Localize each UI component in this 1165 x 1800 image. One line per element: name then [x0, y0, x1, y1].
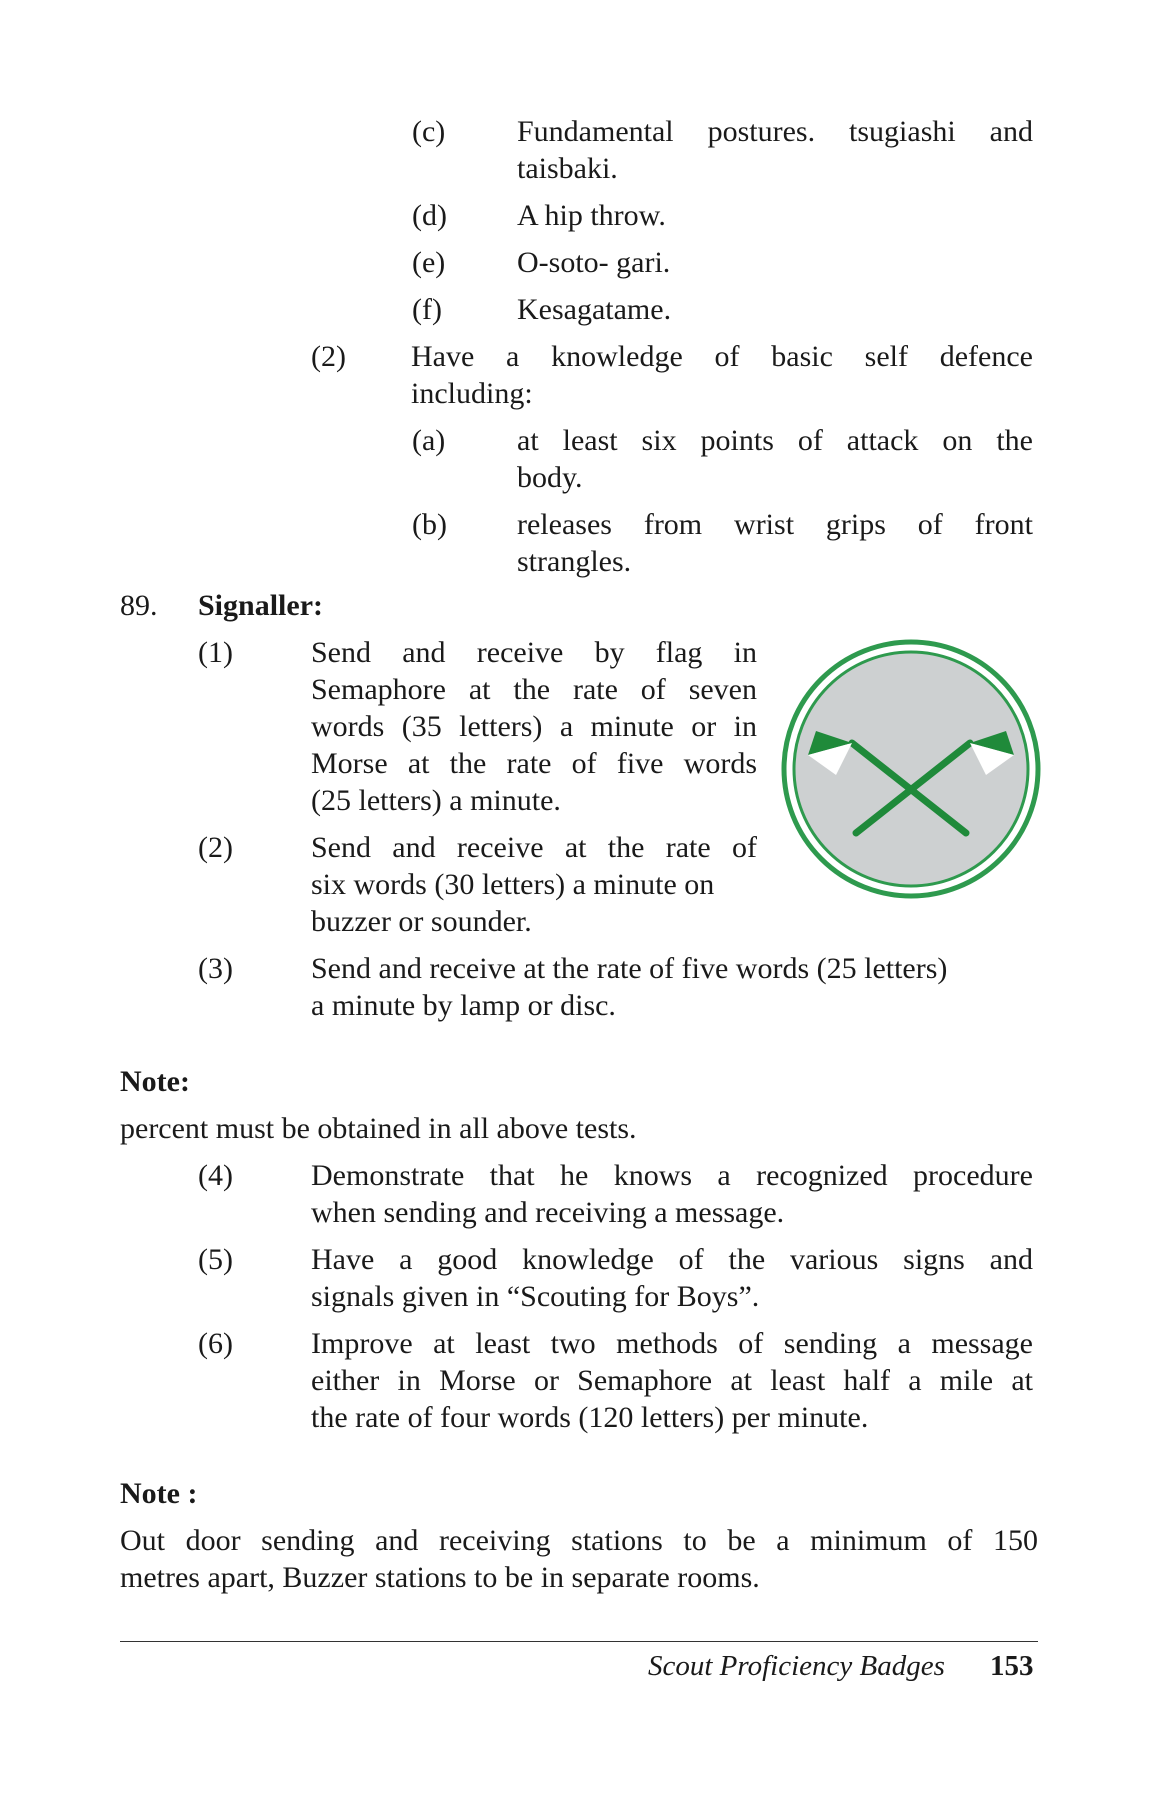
item-6-line-2: either in Morse or Semaphore at least half a mile at: [311, 1364, 1033, 1397]
item-f-text: Kesagatame.: [517, 293, 672, 326]
signaller-label-1: (1): [198, 636, 233, 669]
note-heading-1: Note:: [120, 1065, 190, 1098]
item-4-line-1: Demonstrate that he knows a recognized procedure: [311, 1159, 1033, 1192]
item-label-4: (4): [198, 1159, 233, 1192]
item-5-line-2: signals given in “Scouting for Boys”.: [311, 1280, 760, 1313]
note-text-2-line-1: Out door sending and receiving stations to be a minimum of 150: [120, 1524, 1038, 1557]
item-label-2-defence: (2): [311, 340, 346, 373]
item-4-line-2: when sending and receiving a message.: [311, 1196, 785, 1229]
item-b-line-1: releases from wrist grips of front: [517, 508, 1033, 541]
signaller-1-line-3: words (35 letters) a minute or in: [311, 710, 757, 743]
item-label-d: (d): [412, 199, 447, 232]
signaller-1-line-4: Morse at the rate of five words: [311, 747, 757, 780]
item-6-line-3: the rate of four words (120 letters) per minute.: [311, 1401, 869, 1434]
signaller-3-line-2: a minute by lamp or disc.: [311, 989, 616, 1022]
item-b-line-2: strangles.: [517, 545, 632, 578]
item-c-line-2: taisbaki.: [517, 152, 618, 185]
self-defence-line-1: Have a knowledge of basic self defence: [411, 340, 1033, 373]
item-label-a: (a): [412, 424, 446, 457]
signaller-2-line-2: six words (30 letters) a minute on: [311, 868, 715, 901]
signaller-2-line-3: buzzer or sounder.: [311, 905, 532, 938]
item-d-text: A hip throw.: [517, 199, 666, 232]
signaller-3-line-1: Send and receive at the rate of five words (25 letters): [311, 952, 948, 985]
item-label-f: (f): [412, 293, 442, 326]
item-label-c: (c): [412, 115, 446, 148]
item-label-5: (5): [198, 1243, 233, 1276]
signaller-2-line-1: Send and receive at the rate of: [311, 831, 757, 864]
self-defence-line-2: including:: [411, 377, 533, 410]
item-a-line-2: body.: [517, 461, 583, 494]
footer-book-title: Scout Proficiency Badges: [648, 1650, 945, 1682]
item-6-line-1: Improve at least two methods of sending a message: [311, 1327, 1033, 1360]
item-c-line-1: Fundamental postures. tsugiashi and: [517, 115, 1033, 148]
item-label-6: (6): [198, 1327, 233, 1360]
item-e-text: O-soto- gari.: [517, 246, 671, 279]
crossed-semaphore-flags-icon: [784, 642, 1038, 896]
section-title: Signaller:: [198, 589, 323, 622]
signaller-label-3: (3): [198, 952, 233, 985]
note-text-2-line-2: metres apart, Buzzer stations to be in separate rooms.: [120, 1561, 760, 1594]
signaller-1-line-5: (25 letters) a minute.: [311, 784, 561, 817]
item-a-line-1: at least six points of attack on the: [517, 424, 1033, 457]
footer-divider: [120, 1641, 1038, 1642]
note-heading-2: Note :: [120, 1477, 198, 1510]
signaller-label-2: (2): [198, 831, 233, 864]
signaller-1-line-1: Send and receive by flag in: [311, 636, 757, 669]
signaller-badge: [780, 638, 1042, 900]
section-number: 89.: [120, 589, 158, 622]
note-text-1: percent must be obtained in all above tests.: [120, 1112, 637, 1145]
page-number: 153: [990, 1650, 1034, 1682]
signaller-1-line-2: Semaphore at the rate of seven: [311, 673, 757, 706]
item-label-e: (e): [412, 246, 446, 279]
item-label-b: (b): [412, 508, 447, 541]
item-5-line-1: Have a good knowledge of the various signs and: [311, 1243, 1033, 1276]
